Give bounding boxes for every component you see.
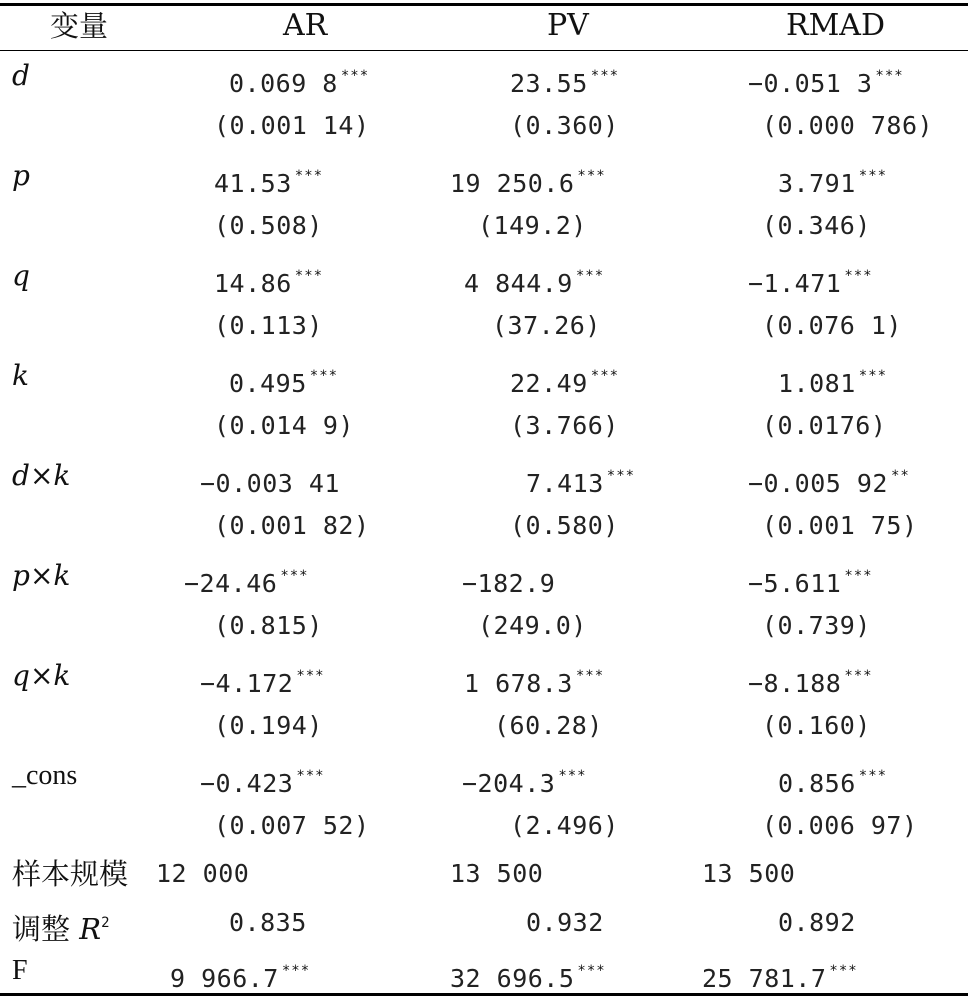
coef-pv: 22.49 ***: [510, 368, 620, 398]
row-label: d: [12, 59, 30, 92]
se-ar: (0.815): [214, 611, 323, 640]
se-ar: (0.194): [214, 711, 323, 740]
se-row-k: [0, 406, 968, 446]
coef-rmad: −1.471 ***: [748, 268, 873, 298]
r2-rmad: 0.892: [778, 908, 856, 937]
row-label: _cons: [12, 760, 78, 791]
se-ar: (0.014 9): [214, 411, 354, 440]
se-row-pxk: [0, 606, 968, 646]
se-row-dxk: [0, 506, 968, 546]
se-row-q: [0, 306, 968, 346]
coef-rmad: −0.051 3 ***: [748, 68, 904, 98]
coef-ar: 0.069 8 ***: [229, 68, 370, 98]
f-ar: 9 966.7 ***: [170, 963, 311, 993]
f-rmad: 25 781.7 ***: [702, 963, 858, 993]
r2-pv: 0.932: [526, 908, 604, 937]
header-ar: AR: [283, 8, 328, 43]
row-label: q×k: [12, 659, 71, 692]
row-label: d×k: [12, 459, 71, 492]
coef-row-q: [0, 256, 968, 296]
coef-row-cons: [0, 756, 968, 796]
coef-ar: −24.46 ***: [184, 568, 309, 598]
coef-rmad: 0.856 ***: [778, 768, 888, 798]
coef-pv: −182.9: [462, 569, 556, 598]
sample-size-row: [0, 854, 968, 894]
se-rmad: (0.001 75): [762, 511, 918, 540]
row-label: 样本规模: [12, 857, 129, 891]
coef-rmad: −5.611 ***: [748, 568, 873, 598]
se-ar: (0.007 52): [214, 811, 370, 840]
se-ar: (0.113): [214, 311, 323, 340]
se-row-qxk: [0, 706, 968, 746]
se-rmad: (0.006 97): [762, 811, 918, 840]
se-rmad: (0.346): [762, 211, 871, 240]
table-header-rule: [0, 50, 968, 51]
coef-ar: 14.86 ***: [214, 268, 324, 298]
se-pv: (2.496): [510, 811, 619, 840]
table-top-rule: [0, 3, 968, 6]
coef-pv: 7.413 ***: [526, 468, 636, 498]
r2-ar: 0.835: [229, 908, 307, 937]
se-rmad: (0.160): [762, 711, 871, 740]
table-bottom-rule: [0, 993, 968, 996]
se-pv: (0.360): [510, 111, 619, 140]
f-stat-row: [0, 951, 968, 991]
row-label: q: [12, 259, 30, 292]
header-rmad: RMAD: [786, 8, 886, 43]
row-label: p: [12, 159, 30, 192]
n-ar: 12 000: [156, 859, 250, 888]
coef-pv: 4 844.9 ***: [464, 268, 605, 298]
coef-ar: −4.172 ***: [200, 668, 325, 698]
f-pv: 32 696.5 ***: [450, 963, 606, 993]
coef-row-pxk: [0, 556, 968, 596]
se-row-d: [0, 106, 968, 146]
coef-row-qxk: [0, 656, 968, 696]
coef-ar: 41.53 ***: [214, 168, 324, 198]
coef-pv: 1 678.3 ***: [464, 668, 605, 698]
coef-row-p: [0, 156, 968, 196]
row-label: F: [12, 955, 28, 986]
se-pv: (149.2): [478, 211, 587, 240]
se-pv: (60.28): [494, 711, 603, 740]
header-pv: PV: [547, 8, 589, 43]
coef-rmad: −0.005 92 **: [748, 468, 910, 498]
coef-pv: 23.55 ***: [510, 68, 620, 98]
coef-pv: −204.3 ***: [462, 768, 587, 798]
se-pv: (37.26): [492, 311, 601, 340]
se-pv: (249.0): [478, 611, 587, 640]
se-ar: (0.508): [214, 211, 323, 240]
coef-pv: 19 250.6 ***: [450, 168, 606, 198]
coef-rmad: 3.791 ***: [778, 168, 888, 198]
se-ar: (0.001 14): [214, 111, 370, 140]
header-variable: 变量: [50, 9, 109, 43]
n-pv: 13 500: [450, 859, 544, 888]
coef-ar: −0.003 41: [200, 469, 340, 498]
coef-row-dxk: [0, 456, 968, 496]
coef-ar: −0.423 ***: [200, 768, 325, 798]
se-rmad: (0.739): [762, 611, 871, 640]
se-row-p: [0, 206, 968, 246]
n-rmad: 13 500: [702, 859, 796, 888]
se-pv: (3.766): [510, 411, 619, 440]
se-pv: (0.580): [510, 511, 619, 540]
coef-rmad: −8.188 ***: [748, 668, 873, 698]
coef-ar: 0.495 ***: [229, 368, 339, 398]
se-rmad: (0.0176): [762, 411, 887, 440]
coef-row-k: [0, 356, 968, 396]
se-rmad: (0.076 1): [762, 311, 902, 340]
row-label: p×k: [12, 559, 71, 592]
se-ar: (0.001 82): [214, 511, 370, 540]
row-label: k: [12, 359, 29, 392]
se-rmad: (0.000 786): [762, 111, 934, 140]
row-label: 调整 $R^2$: [12, 912, 110, 946]
se-row-cons: [0, 806, 968, 846]
adj-r2-row: [0, 903, 968, 946]
coef-row-d: [0, 56, 968, 96]
coef-rmad: 1.081 ***: [778, 368, 888, 398]
